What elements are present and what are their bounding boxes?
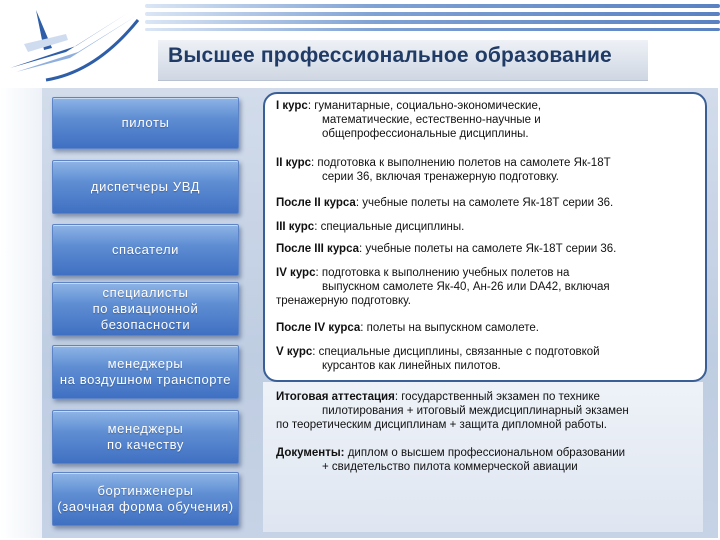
program-button-atc[interactable]: диспетчеры УВД (52, 160, 239, 214)
course-5: V курс: специальные дисциплины, связанные с подготовкой курсантов как линейных пилотов. (276, 346, 600, 372)
course-1: I курс: гуманитарные, социально-экономические, математические, естественно-научные и общепрофессиональные дисциплины. (276, 100, 542, 140)
after-course-3: После III курса: учебные полеты на самолете Як-18Т серии 36. (276, 243, 617, 255)
course-4: IV курс: подготовка к выполнению учебных полетов на выпускном самолете Як-40, Ан-26 или DA42, включая тренажерную подготовку. (276, 267, 610, 307)
documents: Документы: диплом о высшем профессиональном образовании + свидетельство пилота коммерческой авиации (276, 447, 626, 473)
after-course-2: После II курса: учебные полеты на самолете Як-18Т серии 36. (276, 197, 614, 209)
program-button-flight-engineers[interactable]: бортинженеры (заочная форма обучения) (52, 472, 239, 526)
program-button-rescuers[interactable]: спасатели (52, 224, 239, 276)
program-button-pilots[interactable]: пилоты (52, 97, 239, 149)
header-stripes (145, 4, 720, 34)
page-title: Высшее профессиональное образование (168, 44, 612, 67)
after-course-4: После IV курса: полеты на выпускном самолете. (276, 322, 539, 334)
program-button-managers-transport[interactable]: менеджеры на воздушном транспорте (52, 345, 239, 399)
airplane-logo-icon (6, 2, 146, 86)
program-button-security[interactable]: специалисты по авиационной безопасности (52, 282, 239, 336)
program-button-managers-quality[interactable]: менеджеры по качеству (52, 410, 239, 464)
course-2: II курс: подготовка к выполнению полетов на самолете Як-18Т серии 36, включая тренажерную подготовку. (276, 157, 611, 183)
final-attestation: Итоговая аттестация: государственный экзамен по технике пилотирования + итоговый междисциплинарный экзамен по теоретическим дисциплинам + защита дипломной работы. (276, 391, 629, 431)
left-margin (0, 88, 42, 538)
course-3: III курс: специальные дисциплины. (276, 221, 465, 233)
